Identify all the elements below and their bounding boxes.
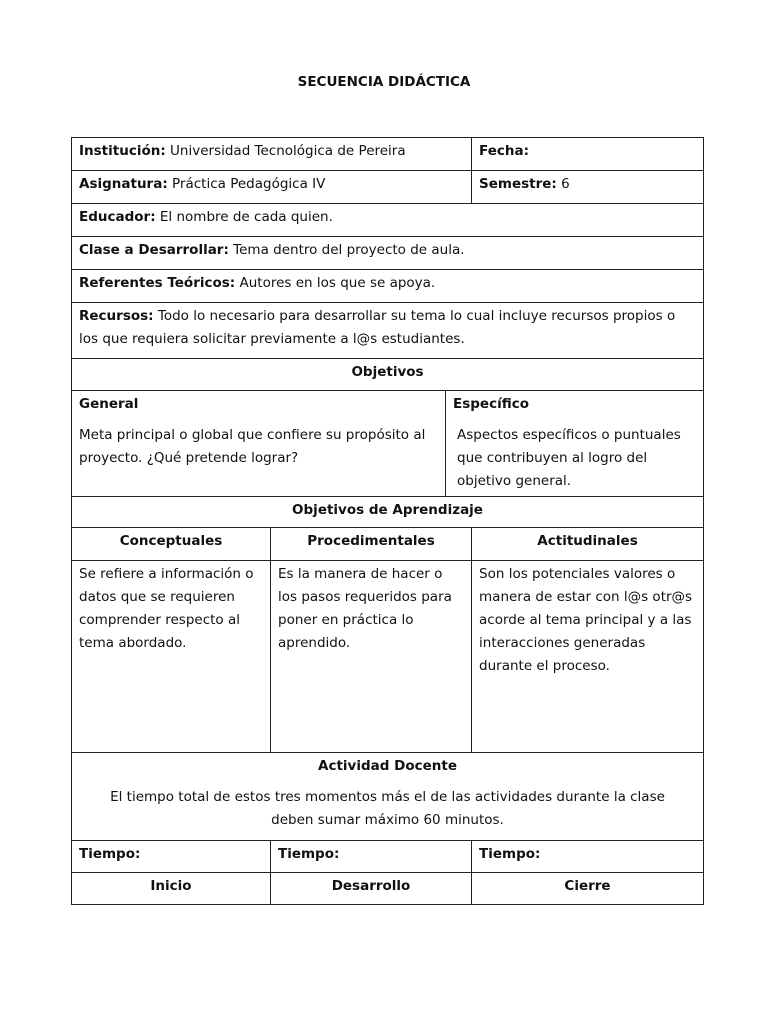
recursos-label: Recursos:: [79, 308, 154, 324]
asignatura-value: Práctica Pedagógica IV: [172, 176, 326, 192]
conceptuales-text: Se refiere a información o datos que se requieren comprender respecto al tema abordado.: [72, 561, 271, 753]
objetivos-heading: Objetivos: [72, 359, 704, 391]
row-asignatura: [72, 171, 704, 204]
referentes-label: Referentes Teóricos:: [79, 275, 236, 291]
row-referentes: [72, 270, 704, 303]
row-aprendizaje-heading: [72, 497, 704, 528]
clase-cell: [72, 237, 704, 270]
semestre-label: Semestre:: [479, 176, 557, 192]
institucion-cell: [72, 138, 472, 171]
referentes-value: Autores en los que se apoya.: [239, 275, 436, 291]
row-aprendizaje-body: [72, 561, 704, 753]
especifico-text: Aspectos específicos o puntuales que contribuyen al logro del objetivo general.: [457, 427, 681, 489]
fecha-label: Fecha:: [479, 143, 529, 159]
fecha-cell: [472, 138, 704, 171]
tiempo-desarrollo: Tiempo:: [271, 841, 472, 873]
recursos-value: Todo lo necesario para desarrollar su tema lo cual incluye recursos propios o los que requiera solicitar previamente a l@s estudiantes.: [79, 308, 676, 347]
especifico-cell: [446, 391, 704, 497]
actitudinales-header: Actitudinales: [472, 528, 704, 561]
row-momentos: [72, 873, 704, 905]
asignatura-label: Asignatura:: [79, 176, 168, 192]
procedimentales-text: Es la manera de hacer o los pasos requeridos para poner en práctica lo aprendido.: [271, 561, 472, 753]
row-objetivos-detail: [72, 391, 704, 497]
recursos-cell: [72, 303, 704, 359]
aprendizaje-heading: Objetivos de Aprendizaje: [72, 497, 704, 528]
row-institucion: [72, 138, 704, 171]
tiempo-cierre: Tiempo:: [472, 841, 704, 873]
didactic-sequence-table: [71, 137, 704, 905]
actividad-text: El tiempo total de estos tres momentos más el de las actividades durante la clase deben sumar máximo 60 minutos.: [110, 789, 665, 828]
actitudinales-text: Son los potenciales valores o manera de estar con l@s otr@s acorde al tema principal y a las interacciones generadas durante el proceso.: [472, 561, 704, 753]
general-label: General: [79, 396, 139, 412]
actividad-cell: [72, 753, 704, 841]
general-cell: [72, 391, 446, 497]
row-recursos: [72, 303, 704, 359]
document-title: SECUENCIA DIDÁCTICA: [297, 74, 471, 90]
row-objetivos-heading: [72, 359, 704, 391]
row-actividad: [72, 753, 704, 841]
momento-inicio: Inicio: [72, 873, 271, 905]
row-aprendizaje-columns: [72, 528, 704, 561]
semestre-value: 6: [561, 176, 570, 192]
row-tiempo: [72, 841, 704, 873]
general-text: Meta principal o global que confiere su propósito al proyecto. ¿Qué pretende lograr?: [79, 427, 426, 466]
educador-value: El nombre de cada quien.: [159, 209, 333, 225]
especifico-label: Específico: [453, 396, 529, 412]
actividad-heading: Actividad Docente: [318, 758, 457, 774]
institucion-value: Universidad Tecnológica de Pereira: [170, 143, 406, 159]
momento-desarrollo: Desarrollo: [271, 873, 472, 905]
asignatura-cell: [72, 171, 472, 204]
semestre-cell: [472, 171, 704, 204]
row-clase: [72, 237, 704, 270]
institucion-label: Institución:: [79, 143, 166, 159]
row-educador: [72, 204, 704, 237]
conceptuales-header: Conceptuales: [72, 528, 271, 561]
referentes-cell: [72, 270, 704, 303]
educador-label: Educador:: [79, 209, 156, 225]
procedimentales-header: Procedimentales: [271, 528, 472, 561]
clase-label: Clase a Desarrollar:: [79, 242, 229, 258]
clase-value: Tema dentro del proyecto de aula.: [233, 242, 465, 258]
momento-cierre: Cierre: [472, 873, 704, 905]
educador-cell: [72, 204, 704, 237]
tiempo-inicio: Tiempo:: [72, 841, 271, 873]
